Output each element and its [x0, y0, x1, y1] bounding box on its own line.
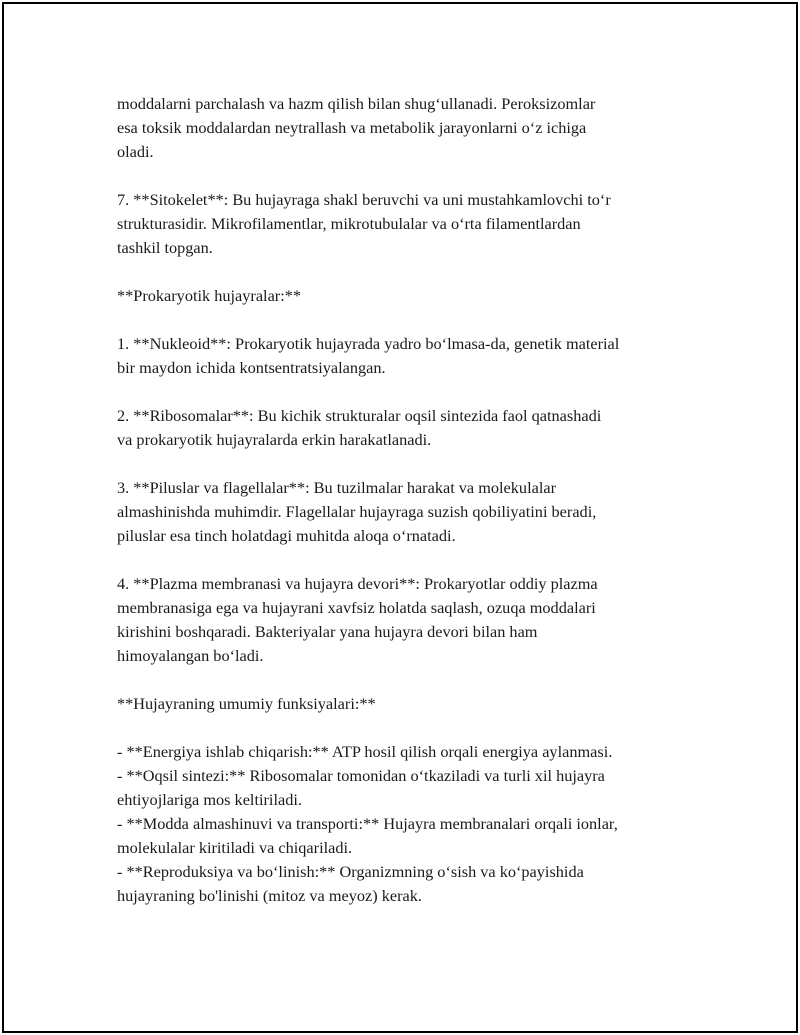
paragraph-lysosome-peroxisome: moddalarni parchalash va hazm qilish bilan shug‘ullanadi. Peroksizomlar esa toksik moddalardan neytrallash va metabolik jarayonlarni o‘z ichiga oladi.: [117, 94, 596, 161]
paragraph-nucleoid: 1. **Nukleoid**: Prokaryotik hujayrada yadro bo‘lmasa-da, genetik material bir maydon ichida kontsentratsiyalangan.: [117, 334, 620, 377]
paragraph-ribosomes: 2. **Ribosomalar**: Bu kichik strukturalar oqsil sintezida faol qatnashadi va prokaryotik hujayralarda erkin harakatlanadi.: [117, 406, 602, 449]
document-body: [117, 92, 707, 908]
functions-list: - **Energiya ishlab chiqarish:** ATP hosil qilish orqali energiya aylanmasi. - **Oqsil sintezi:** Ribosomalar tomonidan o‘tkaziladi va turli xil hujayra ehtiyojlariga mos keltiriladi. - **Modda almashinuvi va transporti:** Hujayra membranalari orqali ionlar, molekulalar kiritiladi va chiqariladi. - **Reproduksiya va bo‘linish:** Organizmning o‘sish va ko‘payishida hujayraning bo'linishi (mitoz va meyoz) kerak.: [117, 742, 618, 905]
paragraph-cytoskeleton: 7. **Sitokelet**: Bu hujayraga shakl beruvchi va uni mustahkamlovchi to‘r strukturasidir. Mikrofilamentlar, mikrotubulalar va o‘rta filamentlardan tashkil topgan.: [117, 190, 611, 257]
paragraph-pili-flagella: 3. **Piluslar va flagellalar**: Bu tuzilmalar harakat va molekulalar almashinishda muhimdir. Flagellalar hujayraga suzish qobiliyatini beradi, piluslar esa tinch holatdagi muhitda aloqa o‘rnatadi.: [117, 478, 597, 545]
heading-prokaryotic-cells: **Prokaryotik hujayralar:**: [117, 286, 302, 305]
heading-general-functions: **Hujayraning umumiy funksiyalari:**: [117, 694, 376, 713]
paragraph-membrane-wall: 4. **Plazma membranasi va hujayra devori**: Prokaryotlar oddiy plazma membranasiga ega va hujayrani xavfsiz holatda saqlash, ozuqa moddalari kirishini boshqaradi. Bakteriyalar yana hujayra devori bilan ham himoyalangan bo‘ladi.: [117, 574, 598, 665]
